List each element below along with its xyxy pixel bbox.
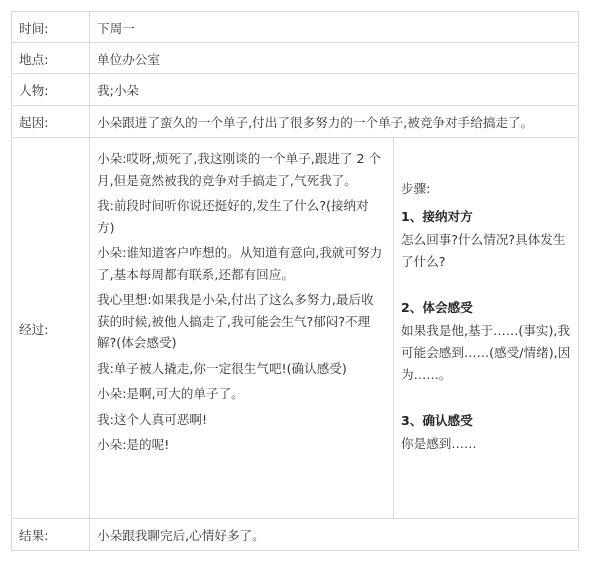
- dialogue-line: 小朵:是的呢!: [97, 437, 170, 452]
- cause-row: [12, 106, 579, 138]
- cause-label: 起因:: [12, 106, 90, 138]
- cause-value: 小朵跟进了蛮久的一个单子,付出了很多努力的一个单子,被竞争对手给搞走了。: [90, 106, 579, 138]
- process-row: [12, 138, 579, 519]
- dialogue-line: 我:这个人真可恶啊!: [97, 411, 208, 427]
- step-body: 如果我是他,基于……(事实),我可能会感到……(感受/情绪),因为……。: [401, 323, 571, 382]
- event-table: [11, 11, 579, 551]
- dialogue-line: 小朵:谁知道客户咋想的。从知道有意向,我就可努力了,基本每周都有联系,还都有回应。: [97, 245, 383, 282]
- people-label: 人物:: [12, 74, 90, 106]
- time-value: 下周一: [90, 12, 579, 43]
- dialogue-line: 我:单子被人撬走,你一定很生气吧!(确认感受): [97, 360, 347, 376]
- process-label: 经过:: [12, 138, 90, 519]
- step-heading: 1、接纳对方: [401, 209, 473, 224]
- place-row: [12, 43, 579, 74]
- time-label: 时间:: [12, 12, 90, 43]
- time-row: [12, 12, 579, 43]
- result-value: 小朵跟我聊完后,心情好多了。: [90, 519, 579, 551]
- dialogue-line: 小朵:哎呀,烦死了,我这刚谈的一个单子,跟进了 2 个月,但是竟然被我的竞争对手搞走了,气死我了。: [97, 151, 382, 188]
- steps-column: [394, 138, 578, 518]
- result-row: [12, 519, 579, 551]
- place-label: 地点:: [12, 43, 90, 74]
- dialogue-line: 我:前段时间听你说还挺好的,发生了什么?(接纳对方): [97, 198, 369, 235]
- step-heading: 2、体会感受: [401, 300, 473, 315]
- people-value: 我;小朵: [90, 74, 579, 106]
- place-value: 单位办公室: [90, 43, 579, 74]
- dialogue-line: 小朵:是啊,可大的单子了。: [97, 386, 244, 401]
- process-content: [90, 138, 578, 518]
- steps-title: 步骤:: [401, 181, 431, 196]
- dialogue-column: [90, 138, 394, 518]
- process-cell: [90, 138, 579, 519]
- step-body: 怎么回事?什么情况?具体发生了什么?: [401, 232, 566, 269]
- step-body: 你是感到……: [401, 436, 477, 451]
- dialogue-line: 我心里想:如果我是小朵,付出了这么多努力,最后收获的时候,被他人搞走了,我可能会生气?郁闷?不理解?(体会感受): [97, 292, 374, 350]
- result-label: 结果:: [12, 519, 90, 551]
- people-row: [12, 74, 579, 106]
- step-heading: 3、确认感受: [401, 413, 473, 428]
